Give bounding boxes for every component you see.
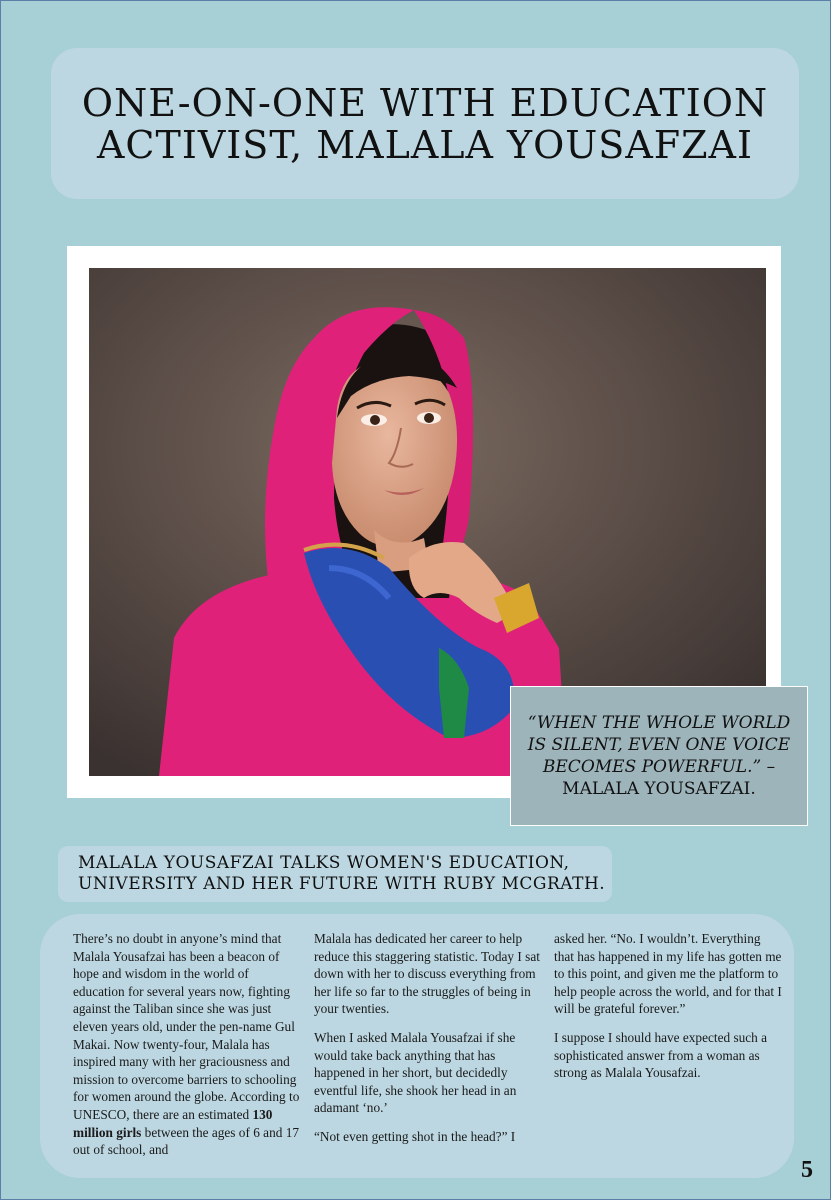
article-body [40,914,794,1178]
column-2-paragraph-1: Malala has dedicated her career to help reduce this staggering statistic. Today I sat down with her to discuss everything from her life so far to the struggles of being in your twenties. [314,931,540,1017]
column-2-paragraph-2: When I asked Malala Yousafzai if she would take back anything that has happened in her short, but decidedly eventful life, she shook her head in an adamant ‘no.’ [314,1029,517,1116]
column-3 [554,930,782,1093]
quote-attribution: – MALALA YOUSAFZAI. [562,757,776,799]
column-3-paragraph-2: I suppose I should have expected such a sophisticated answer from a woman as strong as Malala Yousafzai. [554,1029,768,1081]
page-title: ONE-ON-ONE WITH EDUCATION ACTIVIST, MALALA YOUSAFZAI [81,80,769,167]
pull-quote-text [525,712,793,800]
article-subtitle: MALALA YOUSAFZAI TALKS WOMEN'S EDUCATION, UNIVERSITY AND HER FUTURE WITH RUBY MCGRATH. [78,853,606,894]
title-panel [51,48,799,199]
quote-text: “WHEN THE WHOLE WORLD IS SILENT, EVEN ONE VOICE BECOMES POWERFUL.” [527,713,791,777]
col1-highlight: 130 million girls [73,1106,273,1140]
subtitle-panel [58,846,612,902]
column-3-paragraph-1: asked her. “No. I wouldn’t. Everything that has happened in my life has gotten me to this point, and given me the platform to help people across the world, and for that I will be grateful forever.” [554,931,782,1017]
column-1-paragraph-1 [73,930,301,1159]
column-1 [73,930,301,1170]
page-number: 5 [801,1157,813,1183]
column-2-paragraph-3: “Not even getting shot in the head?” I [314,1128,516,1144]
pull-quote [510,686,808,826]
col1-text-start: There’s no doubt in anyone’s mind that Malala Yousafzai has been a beacon of hope and wisdom in the world of education for several years now, fighting against the Taliban since she was just eleven years old, under the pen-name Gul Makai. Now twenty-four, Malala has inspired many with her graciousness and mission to overcome barriers to schooling for women around the globe. According to UNESCO, there are an estimated [73,931,300,1122]
column-2 [314,930,542,1157]
col1-text-end: between the ages of 6 and 17 out of school, and [73,1124,300,1158]
